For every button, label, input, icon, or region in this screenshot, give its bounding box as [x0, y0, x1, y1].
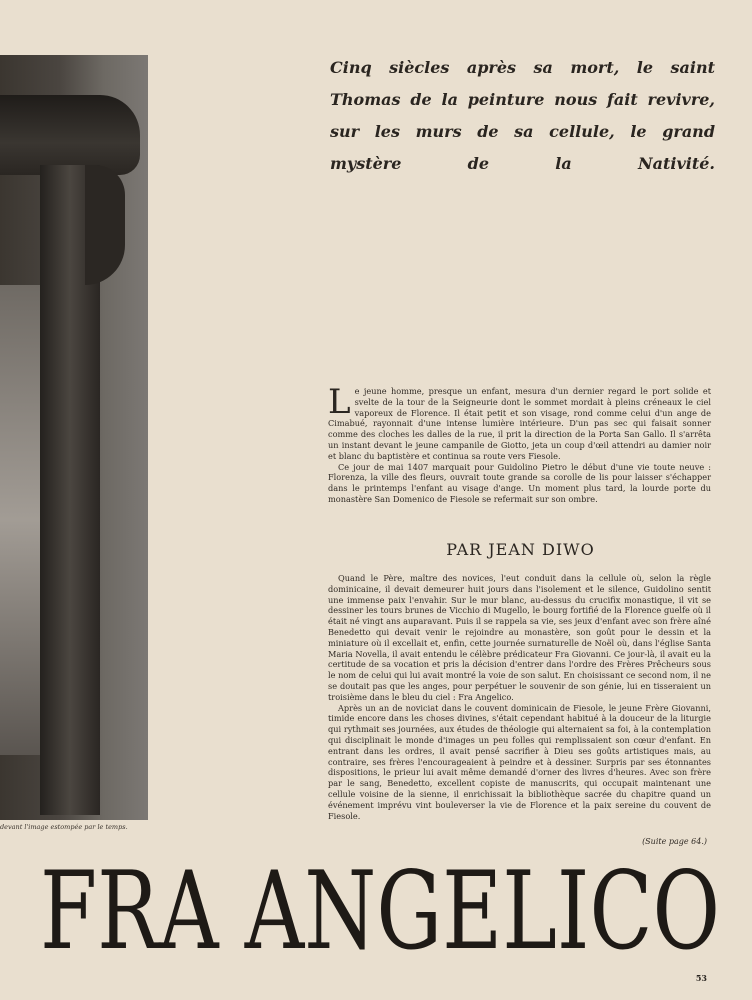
intro-paragraph-1: e jeune homme, presque un enfant, mesura d'un dernier regard le port solide et svelte de la tour de la Seigneurie dont le sommet mordait à pleins créneaux le ciel vaporeux de Florence. Il était petit et son visage, rond comme celui d'un ange de Cimabué, rayonnait d'une intense lumière intérieure. D'un pas sec qui faisait sonner comme des cloches les dalles de la rue, il prit la direction de la Porta San Gallo. Il s'arrêta un instant devant le jeune campanile de Giotto, jeta un coup d'œil attendri au damier noir et blanc du baptistère et continua sa route vers Fiesole. [328, 386, 711, 461]
intro-paragraph-2: Ce jour de mai 1407 marquait pour Guidolino Pietro le début d'une vie toute neuve : Florenza, la ville des fleurs, ouvrait toute grande sa corolle de lis pour laisser s'échapper dans le printemps l'enfant au visage d'ange. Un moment plus tard, la lourde porte du monastère San Domenico de Fiesole se refermait sur son ombre. [328, 461, 711, 504]
continued-note: (Suite page 64.) [642, 837, 707, 846]
photo-caption: devant l'image estompée par le temps. [0, 823, 128, 831]
fresco-photo [0, 55, 148, 820]
main-text [328, 573, 711, 821]
byline: PAR JEAN DIWO [446, 540, 595, 559]
intro-text [328, 382, 711, 505]
drop-cap: L [328, 382, 351, 422]
main-paragraph-2: Après un an de noviciat dans le couvent dominicain de Fiesole, le jeune Frère Giovanni, timide encore dans les choses divines, s'était cependant habitué à la douceur de la liturgie qui rythmait ses journées, aux études de théologie qui alternaient sa foi, à la contemplation qui disciplinait le monde d'images un peu folles qui remplissaient son cœur d'enfant. En entrant dans les ordres, il avait pensé sacrifier à Dieu ses goûts artistiques mais, au contraire, ses frères l'encourageaient à peindre et à dessiner. Surpris par ses étonnantes dispositions, le prieur lui avait même demandé d'orner des livres d'heures. Avec son frère par le sang, Benedetto, excellent copiste de manuscrits, qui occupait maintenant une cellule voisine de la sienne, il enrichissait la bibliothèque sacrée du chapitre quand un événement imprévu vint bouleverser la vie de Florence et la paix sereine du couvent de Fiesole. [328, 702, 711, 821]
main-paragraph-1: Quand le Père, maître des novices, l'eut conduit dans la cellule où, selon la règle dominicaine, il devait demeurer huit jours dans l'isolement et le silence, Guidolino sentit une immense paix l'envahir. Sur le mur blanc, au-dessus du crucifix monastique, il vit se dessiner les tours brunes de Vicchio di Mugello, le bourg fortifié de la Florence guelfe où il était né vingt ans auparavant. Puis il se rappela sa vie, ses jeux d'enfant avec son frère aîné Benedetto qui devait venir le rejoindre au monastère, son goût pour le dessin et la miniature où il excellait et, enfin, cette journée surnaturelle de Noël où, dans l'église Santa Maria Novella, il avait entendu le célèbre prédicateur Fra Giovanni. Ce jour-là, il avait eu la certitude de sa vocation et pris la décision d'entrer dans l'ordre des Frères Prêcheurs sous le nom de celui qui lui avait montré la voie de son salut. En choisissant ce second nom, il ne se doutait pas que les anges, pour perpétuer le souvenir de son génie, lui en tisseraient un troisième dans le bleu du ciel : Fra Angelico. [328, 573, 711, 702]
page-number: 53 [695, 973, 707, 983]
faded-image [0, 285, 40, 755]
article-title [40, 850, 720, 960]
title-text: FRA ANGELICO [40, 850, 720, 960]
frame-cornice [0, 95, 140, 175]
subtitle: Cinq siècles après sa mort, le saint Thomas de la peinture nous fait revivre, sur les murs de sa cellule, le grand mystère de la Nativité. [330, 58, 715, 173]
frame-scroll [85, 165, 125, 285]
